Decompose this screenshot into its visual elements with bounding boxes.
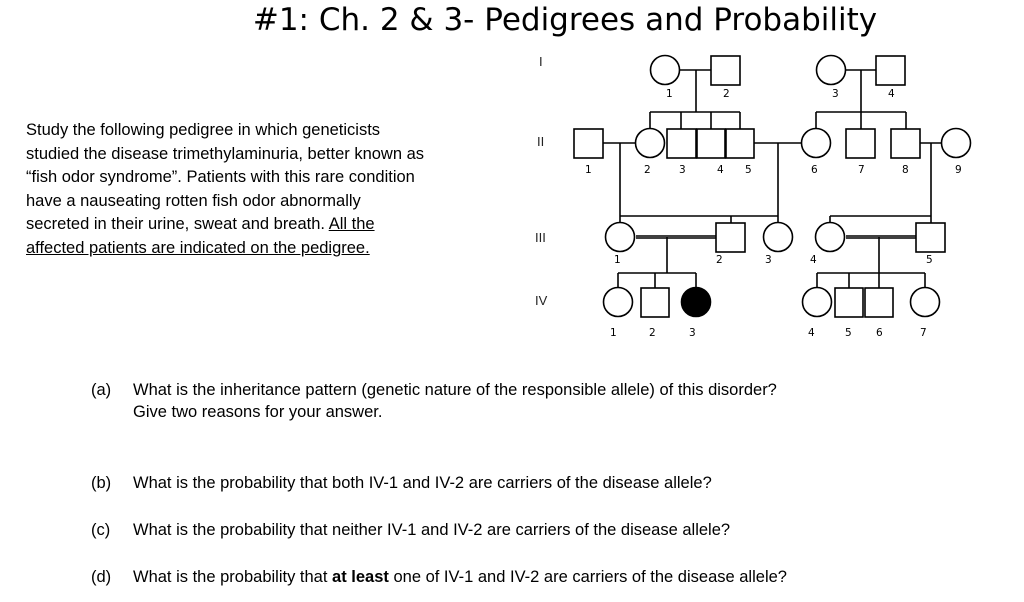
individual-number: 1 [585, 164, 592, 176]
female-symbol [606, 223, 635, 252]
female-symbol [803, 288, 832, 317]
individual-number: 8 [902, 164, 909, 176]
question-d [91, 566, 787, 588]
individual-number: 3 [765, 254, 772, 266]
intro-underlined-text: All the [328, 215, 375, 233]
male-symbol [716, 223, 745, 252]
individual-number: 6 [876, 327, 883, 339]
intro-text: secreted in their urine, sweat and breath. [26, 215, 329, 233]
individual-number: 9 [955, 164, 962, 176]
individual-number: 2 [723, 88, 730, 100]
female-symbol [911, 288, 940, 317]
individual-number: 1 [614, 254, 621, 266]
question-label: (b) [91, 474, 112, 492]
question-text: What is the inheritance pattern (genetic nature of the responsible allele) of this disorder? [133, 381, 777, 399]
individual-number: 4 [717, 164, 724, 176]
generation-label-I: I [539, 54, 543, 69]
female-symbol [817, 56, 846, 85]
individual-number: 1 [666, 88, 673, 100]
individual-number: 3 [832, 88, 839, 100]
individual-number: 5 [745, 164, 752, 176]
individual-number: 3 [689, 327, 696, 339]
individual-number: 4 [810, 254, 817, 266]
male-symbol [916, 223, 945, 252]
question-text: What is the probability that both IV-1 and IV-2 are carriers of the disease allele? [133, 474, 712, 492]
generation-label-IV: IV [535, 293, 548, 308]
question-label: (c) [91, 521, 111, 539]
question-text: What is the probability that neither IV-1 and IV-2 are carriers of the disease allele? [133, 521, 731, 539]
intro-line: studied the disease trimethylaminuria, better known as [26, 144, 425, 163]
female-symbol [651, 56, 680, 85]
question-c [91, 519, 730, 541]
male-symbol [641, 288, 669, 317]
intro-line: have a nauseating rotten fish odor abnormally [26, 191, 361, 210]
question-label: (a) [91, 381, 112, 399]
page-title: #1: Ch. 2 & 3- Pedigrees and Probability [252, 2, 878, 38]
female-symbol [816, 223, 845, 252]
male-symbol [667, 129, 696, 158]
intro-line: Study the following pedigree in which geneticists [26, 121, 381, 139]
affected-female-symbol [682, 288, 711, 317]
question-text: one of IV-1 and IV-2 are carriers of the disease allele? [388, 568, 787, 586]
male-symbol [835, 288, 863, 317]
female-symbol [636, 129, 665, 158]
female-symbol [802, 129, 831, 158]
male-symbol [574, 129, 603, 158]
individual-number: 7 [858, 164, 865, 176]
individual-number: 2 [649, 327, 656, 339]
individual-number: 5 [926, 254, 933, 266]
male-symbol [726, 129, 754, 158]
individual-number: 6 [811, 164, 818, 176]
intro-underlined-text: affected patients are indicated on the pedigree. [26, 238, 370, 257]
question-emphasis: at least [332, 568, 389, 586]
male-symbol [697, 129, 725, 158]
male-symbol [711, 56, 740, 85]
question-text: What is the probability that [133, 568, 333, 586]
individual-number: 1 [610, 327, 617, 339]
female-symbol [604, 288, 633, 317]
individual-number: 3 [679, 164, 686, 176]
generation-label-II: II [537, 134, 545, 149]
intro-line: “fish odor syndrome”. Patients with this rare condition [26, 168, 415, 186]
female-symbol [764, 223, 793, 252]
individual-number: 7 [920, 327, 927, 339]
question-label: (d) [91, 568, 112, 586]
question-b [91, 472, 712, 494]
individual-number: 4 [888, 88, 895, 100]
male-symbol [891, 129, 920, 158]
individual-number: 4 [808, 327, 815, 339]
female-symbol [942, 129, 971, 158]
male-symbol [876, 56, 905, 85]
male-symbol [846, 129, 875, 158]
question-text: Give two reasons for your answer. [133, 403, 383, 421]
question-a [91, 379, 777, 423]
male-symbol [865, 288, 893, 317]
individual-number: 2 [716, 254, 723, 266]
individual-number: 2 [644, 164, 651, 176]
generation-label-III: III [535, 230, 546, 245]
individual-number: 5 [845, 327, 852, 339]
